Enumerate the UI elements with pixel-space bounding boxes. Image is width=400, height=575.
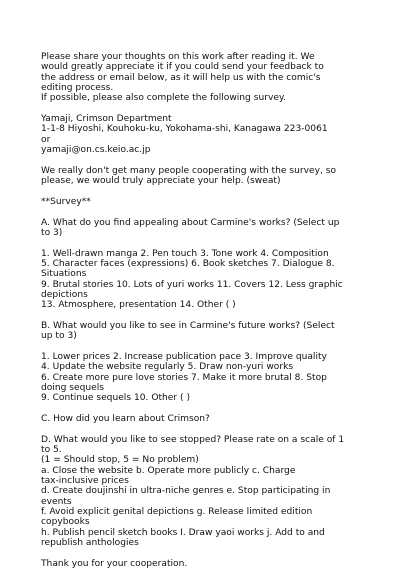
- text-line: 9. Brutal stories 10. Lots of yuri works 11. Covers 12. Less graphic: [41, 279, 343, 290]
- paragraph: [41, 435, 371, 549]
- text-line: We really don't get many people cooperating with the survey, so: [41, 165, 337, 176]
- paragraph: [41, 218, 371, 239]
- text-line: copybooks: [41, 517, 90, 528]
- text-line: events: [41, 496, 72, 507]
- text-line: 1-1-8 Hiyoshi, Kouhoku-ku, Yokohama-shi, Kanagawa 223-0061: [41, 124, 328, 135]
- text-line: would greatly appreciate it if you could send your feedback to: [41, 62, 324, 73]
- text-line: editing process.: [41, 83, 114, 94]
- text-line: 6. Create more pure love stories 7. Make it more brutal 8. Stop: [41, 372, 327, 383]
- paragraph: [41, 114, 371, 155]
- text-line: 1. Well-drawn manga 2. Pen touch 3. Tone work 4. Composition: [41, 248, 329, 259]
- text-line: or: [41, 134, 51, 145]
- text-line: C. How did you learn about Crimson?: [41, 414, 210, 425]
- text-line: D. What would you like to see stopped? Please rate on a scale of 1: [41, 434, 345, 445]
- paragraph: [41, 559, 371, 569]
- paragraph: [41, 52, 371, 104]
- text-line: If possible, please also complete the following survey.: [41, 93, 286, 104]
- text-line: yamaji@on.cs.keio.ac.jp: [41, 145, 151, 156]
- text-line: 4. Update the website regularly 5. Draw non-yuri works: [41, 362, 294, 373]
- text-line: Please share your thoughts on this work after reading it. We: [41, 52, 315, 62]
- text-line: republish anthologies: [41, 538, 139, 549]
- text-line: Situations: [41, 269, 87, 280]
- text-line: 9. Continue sequels 10. Other ( ): [41, 393, 191, 404]
- paragraph: [41, 249, 371, 311]
- text-line: tax-inclusive prices: [41, 476, 129, 487]
- text-line: 5. Character faces (expressions) 6. Book sketches 7. Dialogue 8.: [41, 258, 335, 269]
- paragraph: [41, 352, 371, 404]
- text-line: please, we would truly appreciate your help. (sweat): [41, 176, 281, 187]
- text-line: B. What would you like to see in Carmine's future works? (Select: [41, 320, 335, 331]
- paragraph: [41, 321, 371, 342]
- text-line: h. Publish pencil sketch books I. Draw yaoi works j. Add to and: [41, 527, 325, 538]
- text-line: Yamaji, Crimson Department: [41, 114, 172, 125]
- paragraph: [41, 414, 371, 424]
- text-line: doing sequels: [41, 383, 105, 393]
- text-line: 13. Atmosphere, presentation 14. Other ( ): [41, 300, 236, 311]
- text-line: **Survey**: [41, 196, 91, 207]
- text-line: Thank you for your cooperation.: [41, 558, 188, 569]
- text-line: the address or email below, as it will help us with the comic's: [41, 72, 321, 83]
- text-line: 1. Lower prices 2. Increase publication pace 3. Improve quality: [41, 351, 327, 362]
- text-line: (1 = Should stop, 5 = No problem): [41, 455, 199, 466]
- paragraph: [41, 166, 371, 187]
- text-line: depictions: [41, 289, 88, 300]
- document-body: [41, 52, 371, 569]
- text-line: to 3): [41, 227, 63, 238]
- text-line: A. What do you find appealing about Carmine's works? (Select up: [41, 217, 340, 228]
- text-line: f. Avoid explicit genital depictions g. Release limited edition: [41, 507, 313, 518]
- text-line: up to 3): [41, 331, 77, 342]
- text-line: to 5.: [41, 445, 62, 456]
- paragraph: [41, 197, 371, 207]
- text-line: a. Close the website b. Operate more publicly c. Charge: [41, 465, 296, 476]
- text-line: d. Create doujinshi in ultra-niche genres e. Stop participating in: [41, 486, 331, 497]
